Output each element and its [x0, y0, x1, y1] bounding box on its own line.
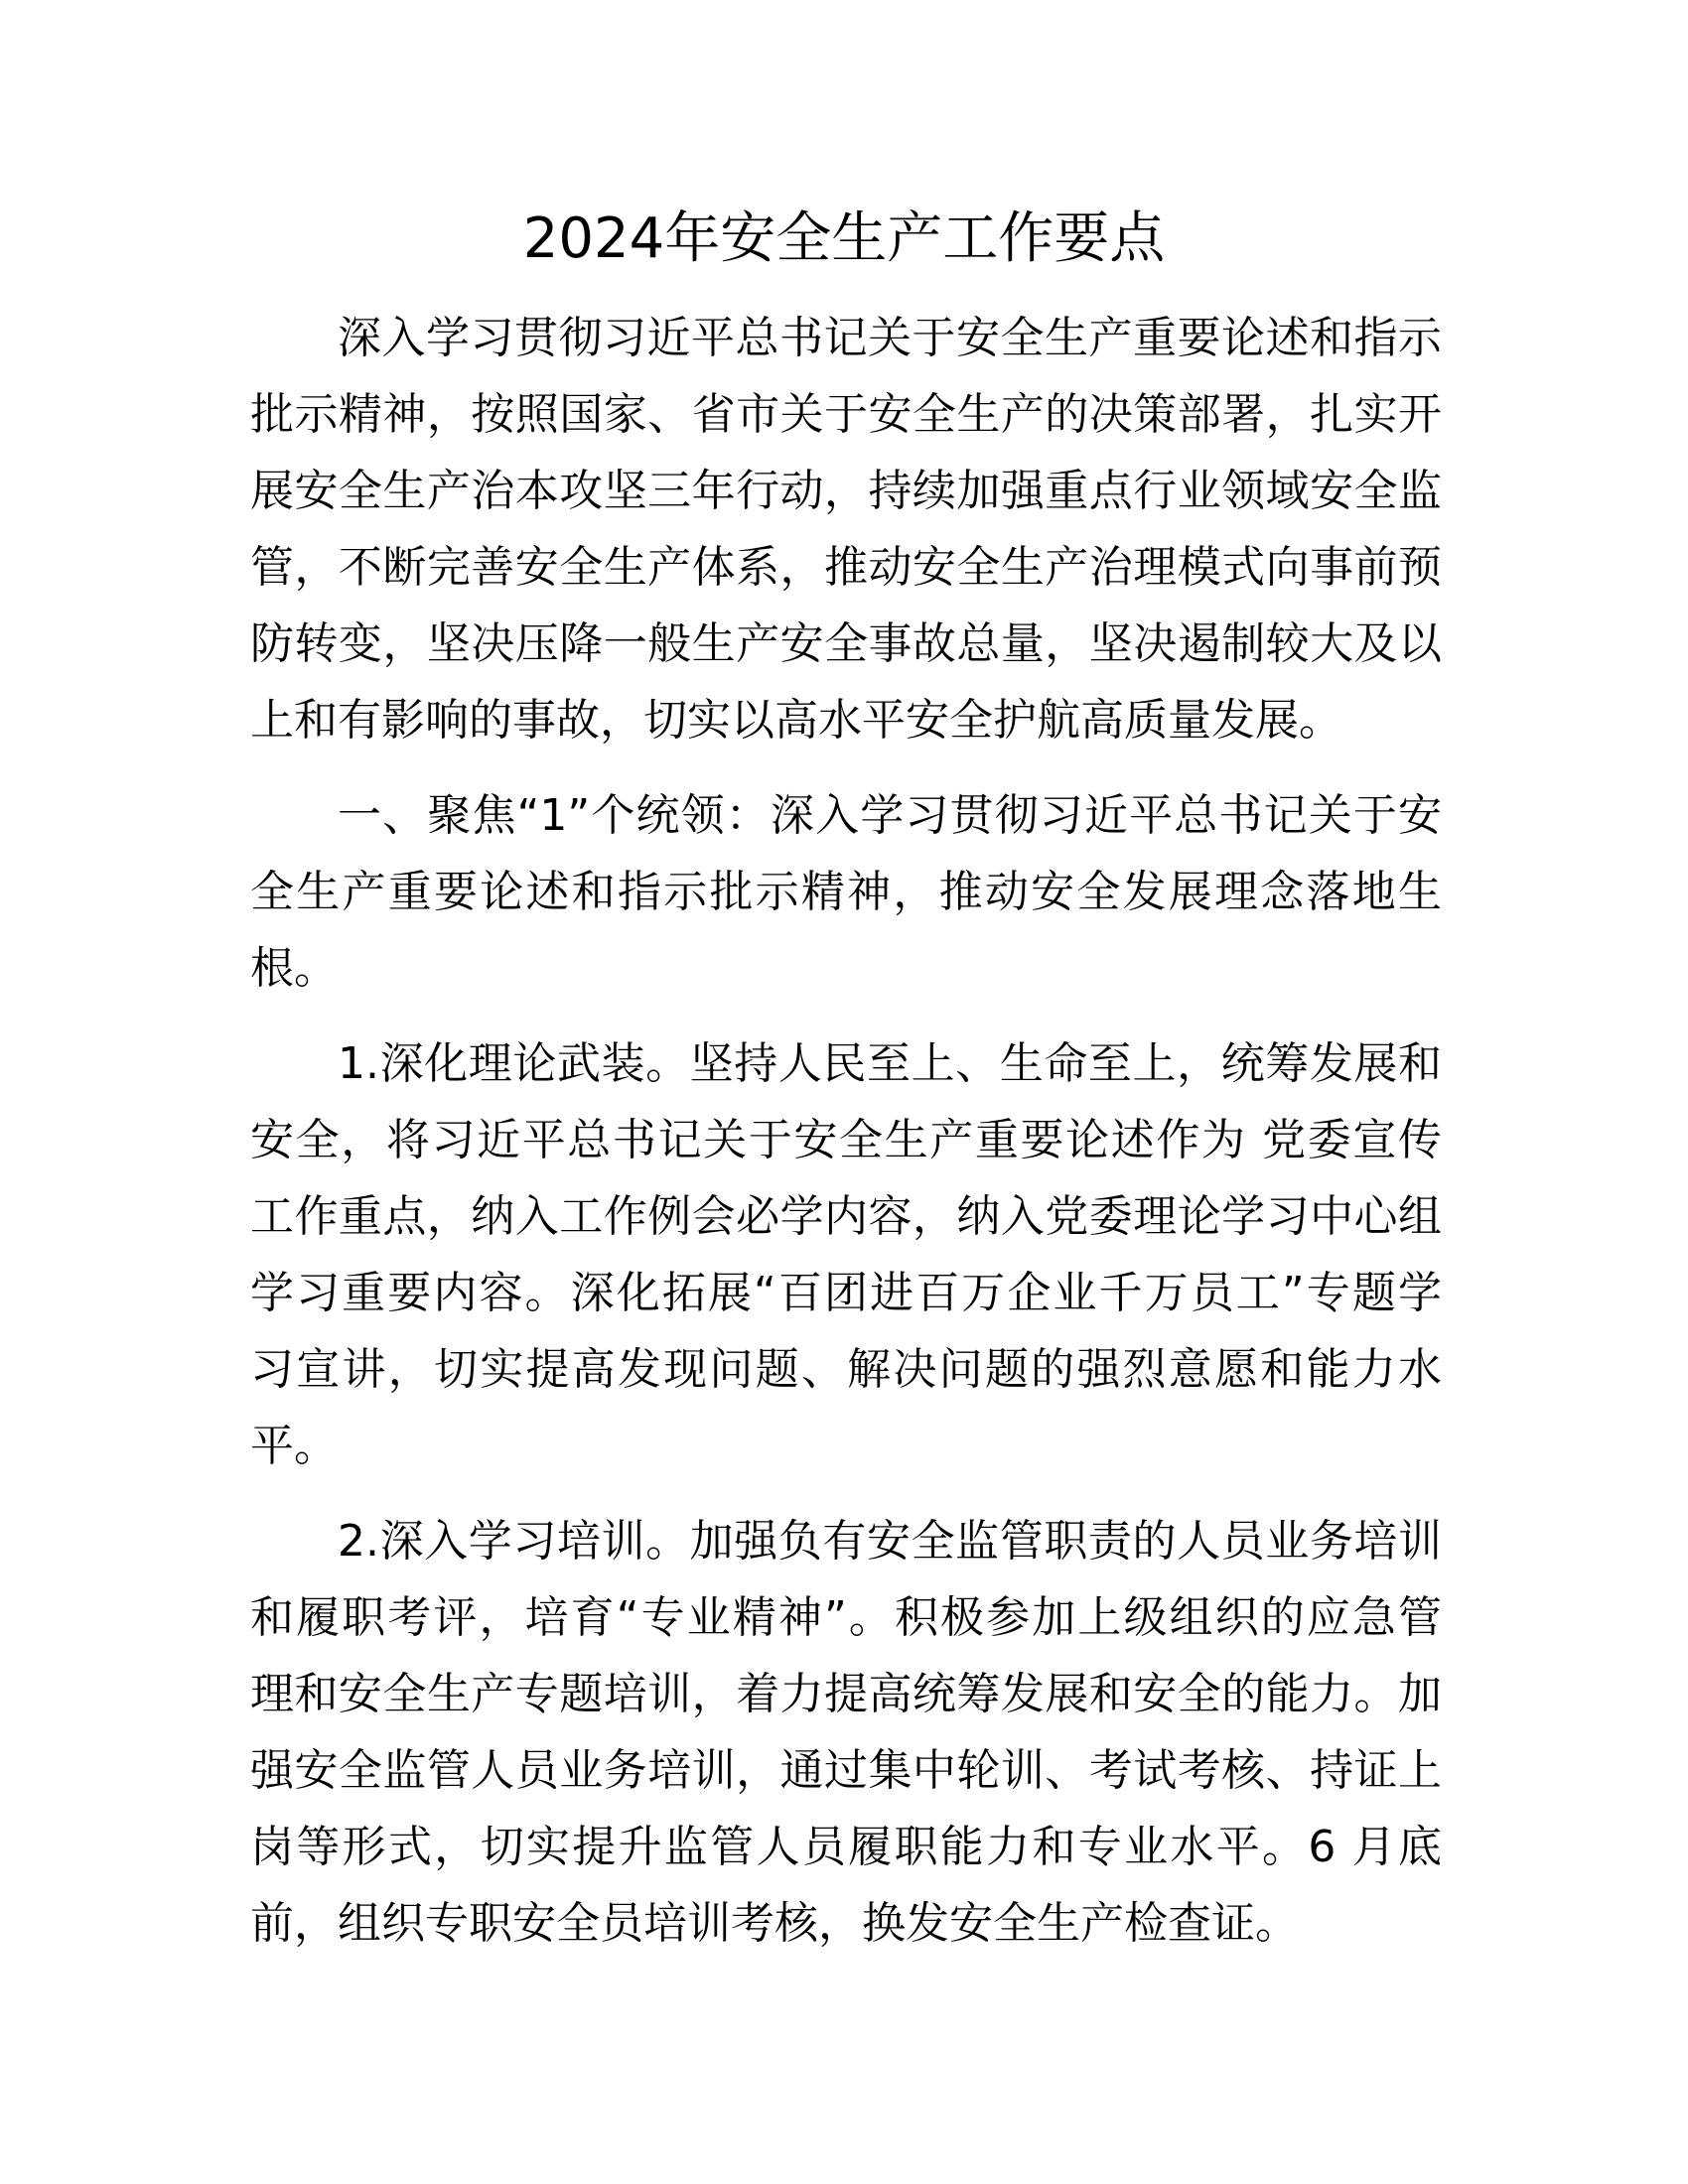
paragraph-line: 上和有影响的事故，切实以高水平安全护航高质量发展。 [250, 695, 1342, 746]
paragraph-line: 岗等形式，切实提升监管人员履职能力和专业水平。6 月底 [250, 1822, 1442, 1872]
paragraph-section-1 [250, 785, 1442, 1015]
paragraph-line: 习宣讲，切实提高发现问题、解决问题的强烈意愿和能力水 [250, 1344, 1442, 1395]
paragraph-line: 安全，将习近平总书记关于安全生产重要论述作为 党委宣传 [250, 1115, 1442, 1165]
paragraph-line: 批示精神，按照国家、省市关于安全生产的决策部署，扎实开 [250, 389, 1442, 440]
paragraph-line: 展安全生产治本攻坚三年行动，持续加强重点行业领域安全监 [250, 466, 1442, 516]
paragraph-line: 全生产重要论述和指示批示精神，推动安全发展理念落地生 [250, 867, 1442, 917]
paragraph-line: 学习重要内容。深化拓展“百团进百万企业千万员工”专题学 [250, 1268, 1442, 1318]
paragraph-line: 强安全监管人员业务培训，通过集中轮训、考试考核、持证上 [250, 1745, 1442, 1796]
paragraph-line: 平。 [250, 1421, 338, 1471]
paragraph-line: 工作重点，纳入工作例会必学内容，纳入党委理论学习中心组 [250, 1191, 1442, 1242]
document-body [250, 308, 1442, 1988]
paragraph-item-1 [250, 1033, 1442, 1492]
paragraph-line: 根。 [250, 943, 338, 994]
paragraph-line: 管，不断完善安全生产体系，推动安全生产治理模式向事前预 [250, 542, 1442, 593]
document-title: 2024年安全生产工作要点 [522, 206, 1166, 271]
paragraph-line: 防转变，坚决压降一般生产安全事故总量，坚决遏制较大及以 [250, 618, 1442, 669]
section-heading-line: 一、聚焦“1”个统领：深入学习贯彻习近平总书记关于安 [338, 790, 1442, 841]
paragraph-line: 理和安全生产专题培训，着力提高统筹发展和安全的能力。加 [250, 1669, 1442, 1719]
item-heading-line: 1.深化理论武装。坚持人民至上、生命至上，统筹发展和 [338, 1038, 1442, 1089]
paragraph-line: 深入学习贯彻习近平总书记关于安全生产重要论述和指示 [338, 313, 1442, 363]
paragraph-line: 和履职考评，培育“专业精神”。积极参加上级组织的应急管 [250, 1592, 1442, 1643]
paragraph-line: 前，组织专职安全员培训考核，换发安全生产检查证。 [250, 1898, 1299, 1949]
paragraph-intro [250, 308, 1442, 766]
item-heading-line: 2.深入学习培训。加强负有安全监管职责的人员业务培训 [338, 1516, 1442, 1567]
paragraph-item-2 [250, 1511, 1442, 1970]
